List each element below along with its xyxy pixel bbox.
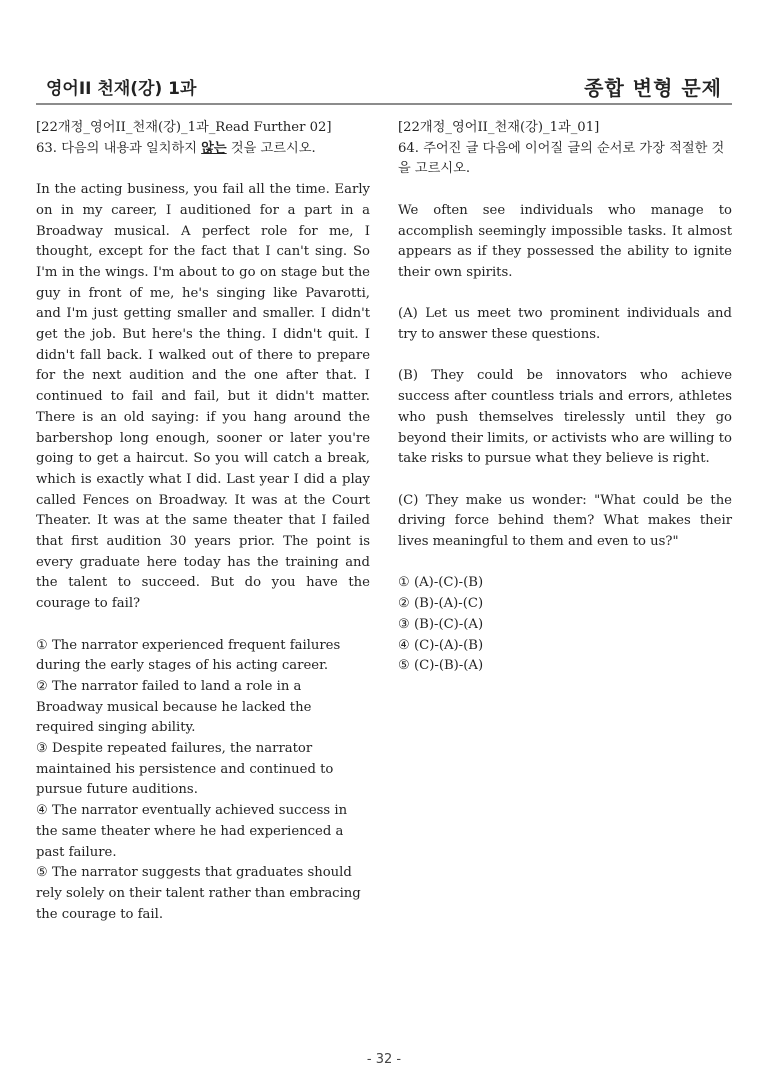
page-number: - 32 - <box>366 1052 402 1067</box>
q64-number: 64. <box>398 140 419 156</box>
q64-option-5[interactable]: ⑤ (C)-(B)-(A) <box>398 658 484 674</box>
q63-option-3[interactable]: ③ Despite repeated failures, the narrator maintained his persistence and continued to pursue future auditions. <box>36 741 334 798</box>
question-63 <box>36 118 370 925</box>
q63-option-4[interactable]: ④ The narrator eventually achieved success in the same theater where he had experienced a past failure. <box>36 803 348 860</box>
header-left-title: 영어II 천재(강) 1과 <box>46 79 197 99</box>
q64-paragraph-b: (B) They could be innovators who achieve success after countless trials and errors, athletes who push themselves tirelessly until they go beyond their limits, or activists who are willing to take risks to pursue what they believe is right. <box>398 368 732 467</box>
q64-paragraph-c: (C) They make us wonder: "What could be the driving force behind them? What makes their lives meaningful to them and even to us?" <box>398 492 732 549</box>
q64-prompt-text: 주어진 글 다음에 이어질 글의 순서로 가장 적절한 것을 고르시오. <box>398 140 725 177</box>
q64-option-4[interactable]: ④ (C)-(A)-(B) <box>398 637 484 653</box>
q63-option-2[interactable]: ② The narrator failed to land a role in a Broadway musical because he lacked the required singing ability. <box>36 678 312 736</box>
q64-source: [22개정_영어II_천재(강)_1과_01] <box>398 120 600 135</box>
q63-number: 63. <box>36 140 57 156</box>
q63-prompt-before: 다음의 내용과 일치하지 <box>61 140 197 156</box>
header-right-title: 종합 변형 문제 <box>584 76 722 100</box>
q64-intro: We often see individuals who manage to accomplish seemingly impossible tasks. It almost appears as if they possessed the ability to ignite their own spirits. <box>398 202 732 280</box>
q64-prompt <box>398 139 732 180</box>
q64-option-1[interactable]: ① (A)-(C)-(B) <box>398 575 484 591</box>
q64-option-2[interactable]: ② (B)-(A)-(C) <box>398 596 484 612</box>
q63-source: [22개정_영어II_천재(강)_1과_Read Further 02] <box>36 120 332 135</box>
q63-passage: In the acting business, you fail all the time. Early on in my career, I auditioned for a part in a Broadway musical. A perfect role for me, I thought, except for the fact that I can't sing. So I'm in the wings. I'm about to go on stage but the guy in front of me, he's singing like Pavarotti, and I'm just getting smaller and smaller. I didn't get the job. But here's the thing. I didn't quit. I didn't fall back. I walked out of there to prepare for the next audition and the one after that. I continued to fail and fail, but it didn't matter. There is an old saying: if you hang around the barbershop long enough, sooner or later you're going to get a haircut. So you will catch a break, which is exactly what I did. Last year I did a play called Fences on Broadway. It was at the Court Theater. It was at the same theater that I failed that first audition 30 years prior. The point is every graduate here today has the training and the talent to succeed. But do you have the courage to fail? <box>36 182 370 612</box>
q63-prompt <box>36 139 370 160</box>
header-rule <box>36 103 732 105</box>
q63-option-5[interactable]: ⑤ The narrator suggests that graduates should rely solely on their talent rather than embracing the courage to fail. <box>36 865 361 922</box>
q63-prompt-emphasis: 않는 <box>201 140 227 156</box>
question-64 <box>398 118 732 677</box>
q63-prompt-after: 것을 고르시오. <box>230 140 316 156</box>
q63-option-1[interactable]: ① The narrator experienced frequent failures during the early stages of his acting career. <box>36 637 341 674</box>
q64-option-3[interactable]: ③ (B)-(C)-(A) <box>398 616 484 632</box>
page-header <box>36 74 732 102</box>
q64-paragraph-a: (A) Let us meet two prominent individuals and try to answer these questions. <box>398 306 732 342</box>
